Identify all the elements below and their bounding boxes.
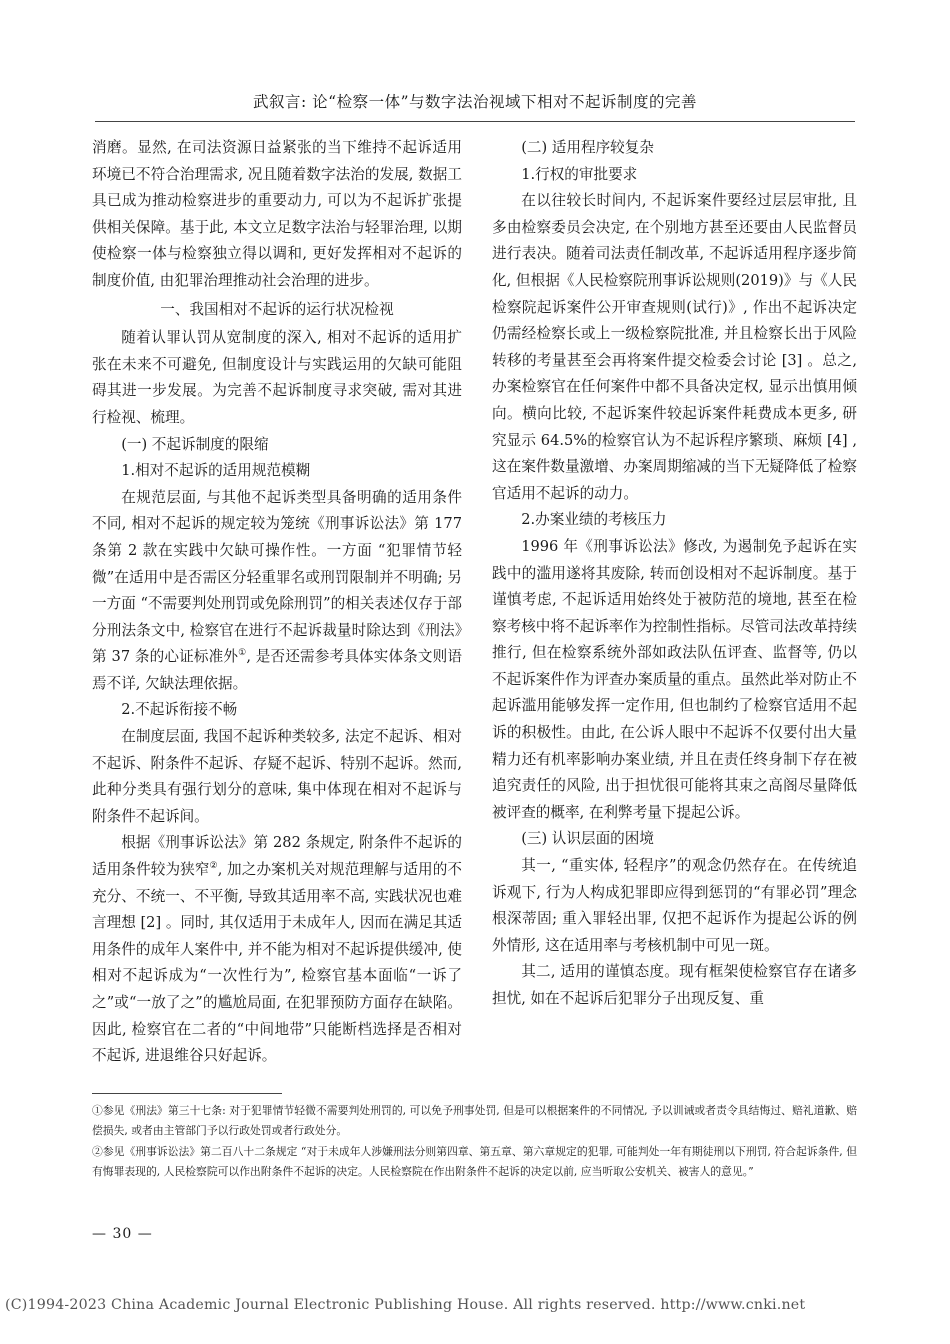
paragraph-text: 2.办案业绩的考核压力 (521, 511, 667, 529)
paragraph (92, 485, 462, 698)
paragraph (92, 135, 462, 295)
paragraph (492, 188, 857, 507)
paragraph-text: 在制度层面, 我国不起诉种类较多, 法定不起诉、相对不起诉、附条件不起诉、存疑不起诉、特别不起诉。然而, 此种分类具有强行划分的意味, 集中体现在相对不起诉与附条件不起诉间。 (92, 728, 462, 825)
paragraph-text: 1.行权的审批要求 (521, 165, 638, 183)
right-column (492, 135, 857, 1013)
footnote: ②参见《刑事诉讼法》第二百八十二条规定 “对于未成年人涉嫌刑法分则第四章、第五章、第六章规定的犯罪, 可能判处一年有期徒刑以下刑罚, 符合起诉条件, 但有悔罪表现的, 人民检察院可以作出附条件不起诉的决定。人民检察院在作出附条件不起诉的决定以前, 应当听取公安机关、被害人的意见。” (92, 1145, 857, 1178)
paragraph-text: 根据《刑事诉讼法》第 282 条规定, 附条件不起诉的适用条件较为狭窄 (92, 834, 462, 879)
header-rule (95, 121, 855, 122)
paragraph (492, 162, 857, 189)
footnote-rule (92, 1093, 282, 1094)
paragraph-text: 消磨。显然, 在司法资源日益紧张的当下维持不起诉适用环境已不符合治理需求, 况且随着数字法治的发展, 数据工具已成为推动检察进步的重要动力, 可以为不起诉扩张提供相关保障。基于此, 本文立足数字法治与轻罪治理, 以期使检察一体与检察独立得以调和, 更好发挥相对不起诉的制度价值, 由犯罪治理推动社会治理的进步。 (92, 139, 462, 289)
paragraph-text: 2.不起诉衔接不畅 (121, 701, 238, 719)
footnote-marker: ② (209, 861, 218, 872)
footnote: ①参见《刑法》第三十七条: 对于犯罪情节轻微不需要判处刑罚的, 可以免予刑事处罚, 但是可以根据案件的不同情况, 予以训诫或者责令具结悔过、赔礼道歉、赔偿损失, 或者由主管部门予以行政处罚或者行政处分。 (92, 1104, 857, 1137)
section-title: 一、我国相对不起诉的运行状况检视 (160, 300, 394, 318)
paragraph (492, 959, 857, 1012)
paragraph (92, 724, 462, 830)
paragraph (92, 697, 462, 724)
paragraph-text: , 加之办案机关对规范理解与适用的不充分、不统一、不平衡, 导致其适用率不高, 实践状况也难言理想 [2] 。同时, 其仅适用于未成年人, 因而在满足其适用条件的成年人案件中, 并不能为相对不起诉提供缓冲, 使相对不起诉成为“一次性行为”, 检察官基本面临“一诉了之”或“一放了之”的尴尬局面, 在犯罪预防方面存在缺陷。因此, 检察官在二者的“中间地带”只能断档选择是否相对不起诉, 进退维谷只好起诉。 (92, 861, 462, 1065)
paragraph (492, 853, 857, 959)
paragraph (492, 534, 857, 827)
paragraph-text: (二) 适用程序较复杂 (521, 139, 654, 156)
running-header: 武叙言: 论“检察一体”与数字法治视域下相对不起诉制度的完善 (253, 93, 697, 111)
paragraph-text: , 是否还需参考具体实体条文则语焉不详, 欠缺法理依据。 (92, 648, 462, 692)
paragraph-text: 在以往较长时间内, 不起诉案件要经过层层审批, 且多由检察委员会决定, 在个别地方甚至还要由人民监督员进行表决。随着司法责任制改革, 不起诉适用程序逐步简化, 但根据《人民检察院刑事诉讼规则(2019)》与《人民检察院起诉案件公开审查规则(试行)》, 作出不起诉决定仍需经检察长或上一级检察院批准, 并且检察长出于风险转移的考量甚至会再将案件提交检委会讨论 [3] 。总之, 办案检察官在任何案件中都不具备决定权, 显示出慎用倾向。横向比较, 不起诉案件较起诉案件耗费成本更多, 研究显示 64.5%的检察官认为不起诉程序繁琐、麻烦 [4] , 这在案件数量激增、办案周期缩减的当下无疑降低了检察官适用不起诉的动力。 (492, 192, 857, 502)
page-number: — 30 — (92, 1226, 153, 1242)
paragraph (92, 830, 462, 1069)
paragraph (92, 325, 462, 431)
paragraph-text: 其一, “重实体, 轻程序”的观念仍然存在。在传统追诉观下, 行为人构成犯罪即应得到惩罚的“有罪必罚”理念根深蒂固; 重入罪轻出罪, 仅把不起诉作为提起公诉的例外情形, 这在适用率与考核机制中可见一斑。 (492, 857, 857, 954)
copyright-line: (C)1994-2023 China Academic Journal Electronic Publishing House. All rights reserved. http://www.cnki.net (5, 1297, 806, 1313)
paragraph (492, 507, 857, 534)
paragraph-text: (三) 认识层面的困境 (521, 830, 654, 848)
paragraph (92, 458, 462, 485)
paragraph-text: 1996 年《刑事诉讼法》修改, 为遏制免予起诉在实践中的滥用遂将其废除, 转而创设相对不起诉制度。基于谨慎考虑, 不起诉适用始终处于被防范的境地, 甚至在检察考核中将不起诉率作为控制性指标。尽管司法改革持续推行, 但在检察系统外部如政法队伍评查、监督等, 仍以不起诉案件作为评查办案质量的重点。虽然此举对防止不起诉滥用能够发挥一定作用, 但也制约了检察官适用不起诉的积极性。由此, 在公诉人眼中不起诉不仅要付出大量精力还有机率影响办案业绩, 并且在责任终身制下存在被追究责任的风险, 出于担忧很可能将其束之高阁尽量降低被评查的概率, 在利弊考量下提起公诉。 (492, 537, 857, 821)
paragraph (492, 135, 857, 162)
paragraph (92, 432, 462, 459)
paragraph-text: (一) 不起诉制度的限缩 (121, 435, 269, 453)
paragraph-text: 随着认罪认罚从宽制度的深入, 相对不起诉的适用扩张在未来不可避免, 但制度设计与实践运用的欠缺可能阻碍其进一步发展。为完善不起诉制度寻求突破, 需对其进行检视、梳理。 (92, 329, 462, 426)
left-column (92, 135, 462, 1070)
footnotes (92, 1101, 857, 1183)
paragraph-text: 在规范层面, 与其他不起诉类型具备明确的适用条件不同, 相对不起诉的规定较为笼统《刑事诉讼法》第 177 条第 2 款在实践中欠缺可操作性。一方面 “犯罪情节轻微”在适用中是否需区分轻重罪名或刑罚限制并不明确; 另一方面 “不需要判处刑罚或免除刑罚”的相关表述仅存于部分刑法条文中, 检察官在进行不起诉裁量时除达到《刑法》第 37 条的心证标准外 (92, 488, 462, 666)
paragraph-text: 其二, 适用的谨慎态度。现有框架使检察官存在诸多担忧, 如在不起诉后犯罪分子出现反复、重 (492, 963, 857, 1007)
paragraph (492, 826, 857, 853)
paragraph-text: 1.相对不起诉的适用规范模糊 (121, 462, 311, 480)
footnote-marker: ① (238, 648, 247, 659)
